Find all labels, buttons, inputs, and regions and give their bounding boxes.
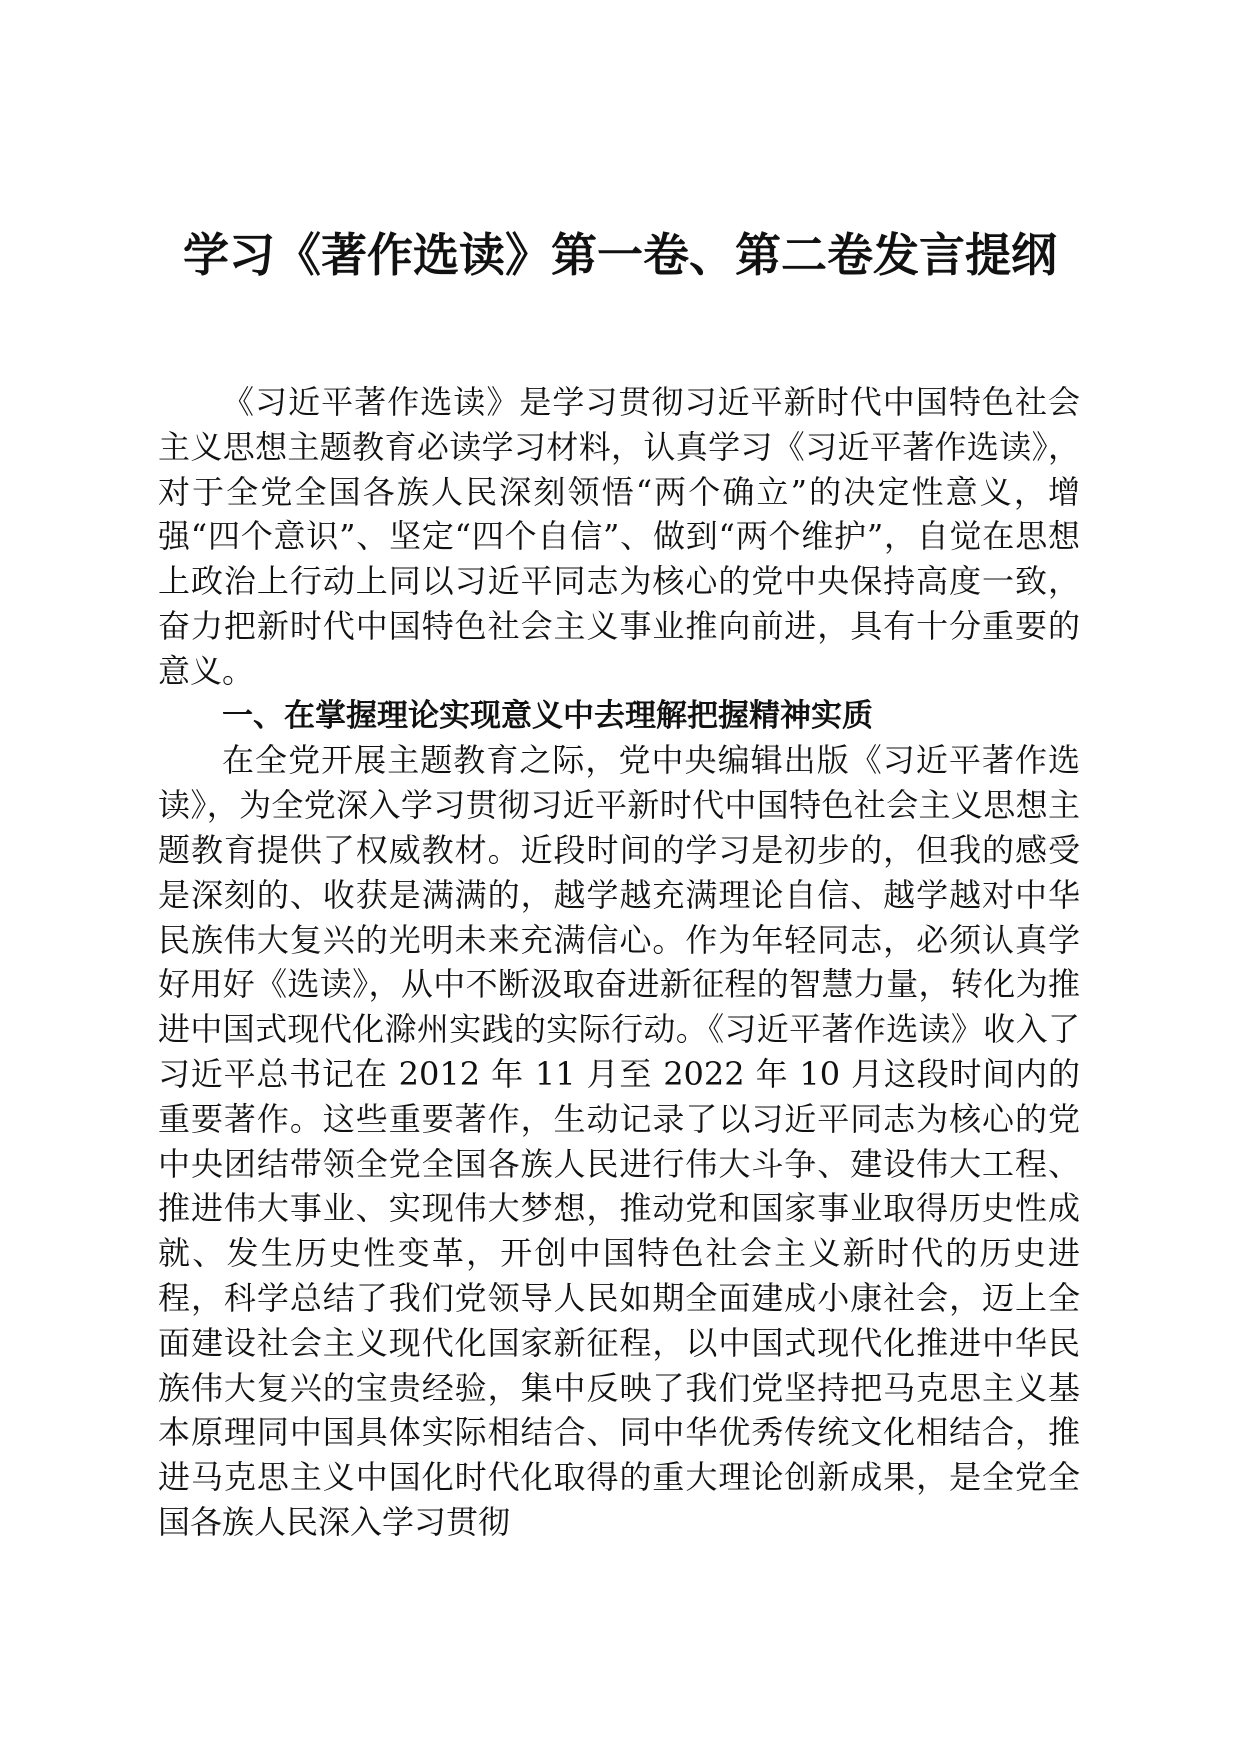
- section-paragraph: 在全党开展主题教育之际，党中央编辑出版《习近平著作选读》，为全党深入学习贯彻习近平新时代中国特色社会主义思想主题教育提供了权威教材。近段时间的学习是初步的，但我的感受是深刻的、收获是满满的，越学越充满理论自信、越学越对中华民族伟大复兴的光明未来充满信心。作为年轻同志，必须认真学好用好《选读》，从中不断汲取奋进新征程的智慧力量，转化为推进中国式现代化滁州实践的实际行动。《习近平著作选读》收入了习近平总书记在 2012 年 11 月至 2022 年 10 月这段时间内的重要著作。这些重要著作，生动记录了以习近平同志为核心的党中央团结带领全党全国各族人民进行伟大斗争、建设伟大工程、推进伟大事业、实现伟大梦想，推动党和国家事业取得历史性成就、发生历史性变革，开创中国特色社会主义新时代的历史进程，科学总结了我们党领导人民如期全面建成小康社会，迈上全面建设社会主义现代化国家新征程，以中国式现代化推进中华民族伟大复兴的宝贵经验，集中反映了我们党坚持把马克思主义基本原理同中国具体实际相结合、同中华优秀传统文化相结合，推进马克思主义中国化时代化取得的重大理论创新成果，是全党全国各族人民深入学习贯彻: [158, 741, 1080, 1541]
- section-heading: 一、在掌握理论实现意义中去理解把握精神实质: [222, 697, 873, 734]
- intro-paragraph: 《习近平著作选读》是学习贯彻习近平新时代中国特色社会主义思想主题教育必读学习材料，认真学习《习近平著作选读》，对于全党全国各族人民深刻领悟“两个确立”的决定性意义，增强“四个意识”、坚定“四个自信”、做到“两个维护”，自觉在思想上政治上行动上同以习近平同志为核心的党中央保持高度一致，奋力把新时代中国特色社会主义事业推向前进，具有十分重要的意义。: [158, 383, 1080, 690]
- document-body: [158, 380, 1080, 1545]
- page-title: 学习《著作选读》第一卷、第二卷发言提纲: [183, 228, 1057, 282]
